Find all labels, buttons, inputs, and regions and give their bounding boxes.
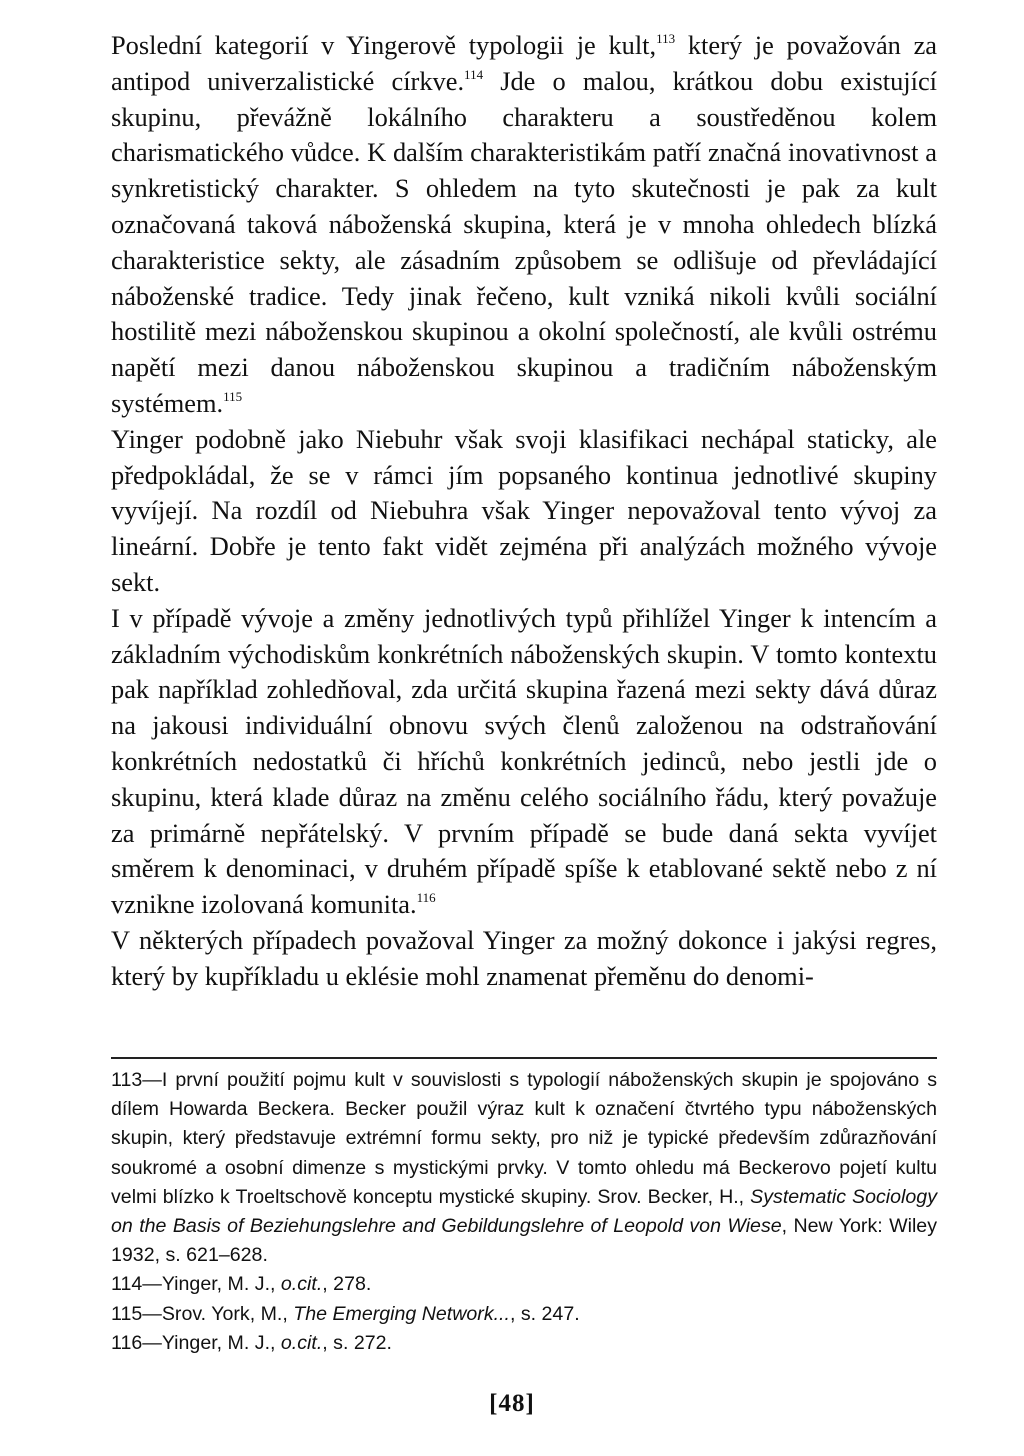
footnote-116	[111, 1329, 937, 1358]
footnote-divider	[111, 1057, 937, 1059]
footnote-text: , 278.	[322, 1273, 372, 1296]
footnote-number: 114—	[111, 1273, 162, 1296]
footnote-text: Yinger, M. J.,	[161, 1273, 281, 1296]
paragraph-1-part-a: Poslední kategorií v Yingerově typologii je kult,	[111, 30, 657, 60]
footnote-ref-116: 116	[416, 890, 436, 906]
paragraph-1	[111, 28, 937, 422]
footnote-text: , s. 247.	[509, 1302, 580, 1325]
footnote-text: Yinger, M. J.,	[161, 1331, 281, 1354]
footnotes-section	[111, 1066, 937, 1358]
footnote-number: 115—	[111, 1302, 162, 1325]
paragraph-4: V některých případech považoval Yinger za možný dokonce i jakýsi regres, který by kupříkladu u eklésie mohl znamenat přeměnu do denomi-	[111, 924, 937, 991]
paragraph-3-text: I v případě vývoje a změny jednotlivých typů přihlížel Yinger k intencím a základním východiskům konkrétních náboženských skupin. V tomto kontextu pak například zohledňoval, zda určitá skupina řazená mezi sekty dává důraz na jakousi individuální obnovu svých členů založenou na odstraňování konkrétních nedostatků či hříchů konkrétních jedinců, nebo jestli jde o skupinu, která klade důraz na změnu celého sociálního řádu, který považuje za primárně nepřátelský. V prvním případě se bude daná sekta vyvíjet směrem k denominaci, v druhém případě spíše k etablované sektě nebo z ní vznikne izolovaná komunita.	[111, 602, 937, 920]
footnote-115	[111, 1300, 937, 1329]
page-number: [48]	[489, 1390, 535, 1417]
footnote-title: The Emerging Network...	[293, 1302, 510, 1325]
footnote-text: I první použití pojmu kult v souvislosti s typologií náboženských skupin je spojováno s dílem Howarda Beckera. Becker použil výraz kult k označení čtvrtého typu náboženských skupin, který představuje extrémní formu sekty, pro niž je typické především zdůrazňování soukromé a osobní dimenze s mystickými prvky. V tomto ohledu má Beckerovo pojetí kultu velmi blízko k Troeltschově konceptu mystické skupiny. Srov. Becker, H.,	[111, 1069, 937, 1208]
footnote-113	[111, 1066, 937, 1270]
paragraph-2: Yinger podobně jako Niebuhr však svoji klasifikaci nechápal staticky, ale předpokládal, že se v rámci jím popsaného kontinua jednotlivé skupiny vyvíjejí. Na rozdíl od Niebuhra však Yinger nepovažoval tento vývoj za lineární. Dobře je tento fakt vidět zejména při analýzách možného vývoje sekt.	[111, 423, 937, 597]
footnote-title: Systematic Sociology on the Basis of Beziehungslehre and Gebildungslehre of Leopold von Wiese	[111, 1185, 938, 1238]
footnote-number: 116—	[111, 1331, 162, 1354]
paragraph-1-part-c: Jde o malou, krátkou dobu existující skupinu, převážně lokálního charakteru a soustředěnou kolem charismatického vůdce. K dalším charakteristikám patří značná inovativnost a synkretistický charakter. S ohledem na tyto skutečnosti je pak za kult označovaná taková náboženská skupina, která je v mnoha ohledech blízká charakteristice sekty, ale zásadním způsobem se odlišuje od převládající náboženské tradice. Tedy jinak řečeno, kult vzniká nikoli kvůli sociální hostilitě mezi náboženskou skupinou a okolní společností, ale kvůli ostrému napětí mezi danou náboženskou skupinou a tradičním náboženským systémem.	[111, 65, 937, 418]
body-text	[111, 28, 937, 995]
footnote-114	[111, 1270, 937, 1299]
footnote-ref-113: 113	[656, 31, 676, 46]
footnote-text: , New York: Wiley 1932, s. 621–628.	[111, 1215, 937, 1267]
footnote-title: o.cit.	[280, 1331, 323, 1354]
footnote-text: , s. 272.	[322, 1331, 393, 1354]
footnote-ref-114: 114	[464, 66, 484, 82]
paragraph-3	[111, 601, 937, 923]
footnote-ref-115: 115	[223, 388, 243, 404]
footnote-title: o.cit.	[280, 1273, 323, 1296]
footnote-text: Srov. York, M.,	[161, 1302, 294, 1325]
footnote-number: 113—	[111, 1069, 162, 1091]
paragraph-1-part-b: který je považován za antipod univerzalistické církve.	[111, 30, 937, 96]
main-text-block	[111, 28, 937, 995]
